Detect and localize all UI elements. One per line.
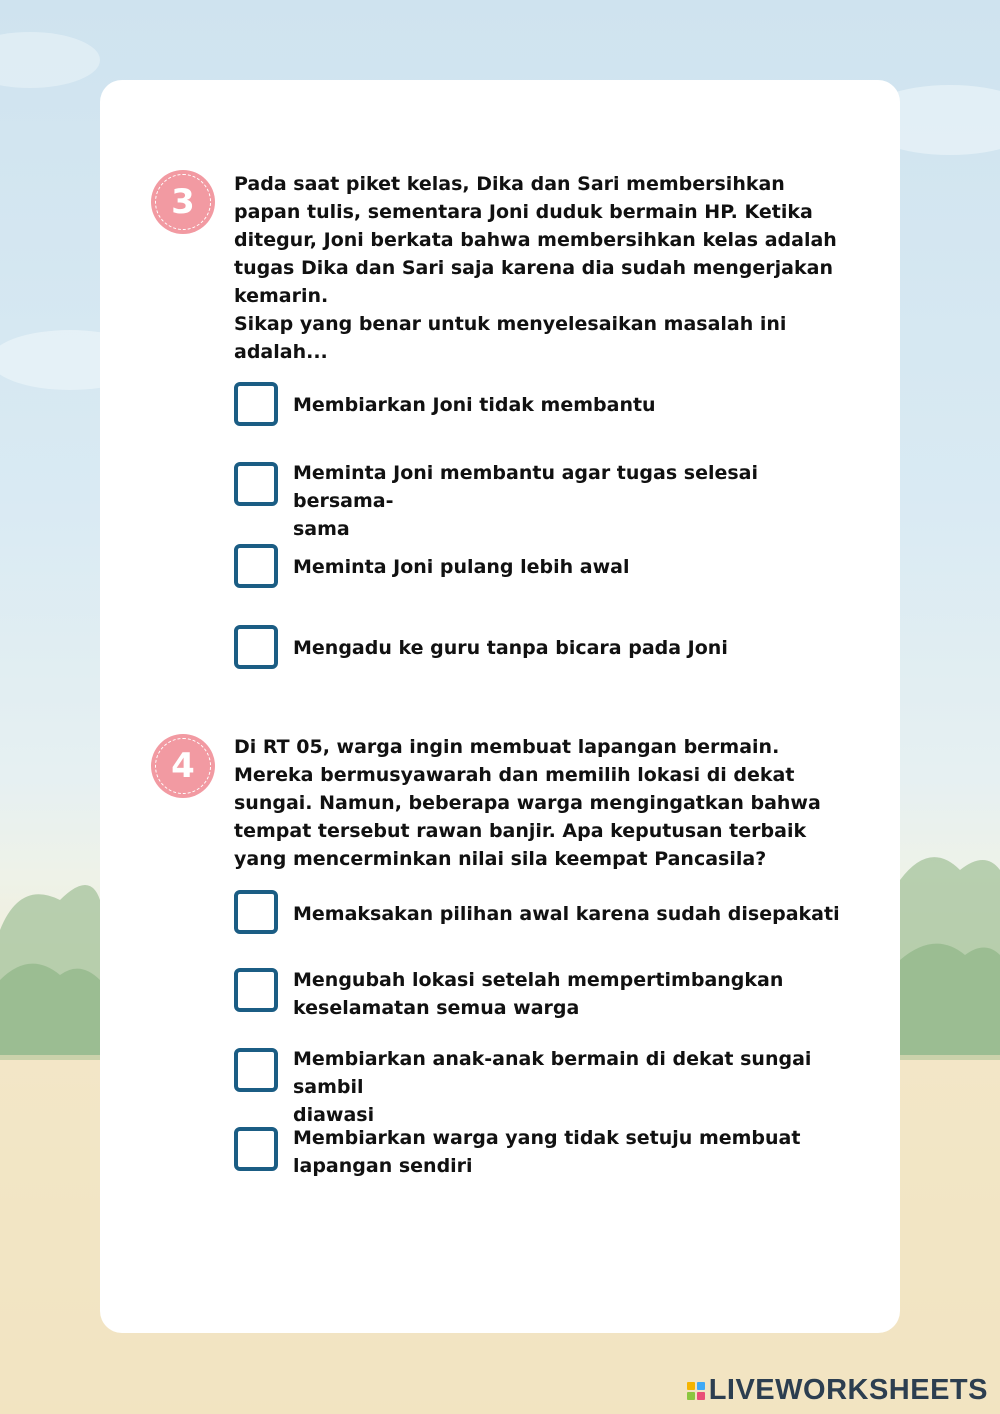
answer-option[interactable] — [234, 462, 864, 540]
question-text: Di RT 05, warga ingin membuat lapangan bermain. Mereka bermusyawarah dan memilih lokasi di dekat sungai. Namun, beberapa warga mengingatkan bahwa tempat tersebut rawan banjir. Apa keputusan terbaik yang mencerminkan nilai sila keempat Pancasila? — [234, 736, 821, 870]
logo-square — [687, 1392, 695, 1400]
answer-option[interactable] — [234, 625, 864, 675]
answer-option[interactable] — [234, 968, 864, 1024]
answer-option-label: Membiarkan Joni tidak membantu — [293, 394, 656, 416]
answer-option-label: Mengadu ke guru tanpa bicara pada Joni — [293, 637, 728, 659]
answer-checkbox[interactable] — [234, 1048, 278, 1092]
question-number-badge — [151, 734, 215, 798]
answer-option-label: Meminta Joni pulang lebih awal — [293, 556, 630, 578]
answer-checkbox[interactable] — [234, 890, 278, 934]
liveworksheets-logo-icon — [687, 1382, 705, 1400]
answer-option-label: Membiarkan anak-anak bermain di dekat sungai sambil diawasi — [293, 1048, 812, 1126]
answer-option[interactable] — [234, 890, 864, 940]
answer-option-label: Memaksakan pilihan awal karena sudah disepakati — [293, 903, 840, 925]
logo-square — [697, 1382, 705, 1390]
answer-option-label: Meminta Joni membantu agar tugas selesai bersama- sama — [293, 462, 758, 540]
question-number: 3 — [171, 182, 195, 222]
answer-checkbox[interactable] — [234, 1127, 278, 1171]
answer-option[interactable] — [234, 1127, 864, 1183]
logo-square — [687, 1382, 695, 1390]
logo-square — [697, 1392, 705, 1400]
answer-checkbox[interactable] — [234, 968, 278, 1012]
brand-name: LIVEWORKSHEETS — [708, 1374, 988, 1406]
answer-checkbox[interactable] — [234, 462, 278, 506]
answer-option[interactable] — [234, 544, 864, 594]
answer-checkbox[interactable] — [234, 544, 278, 588]
answer-option[interactable] — [234, 382, 864, 432]
question-number: 4 — [171, 746, 195, 786]
answer-checkbox[interactable] — [234, 382, 278, 426]
question-number-badge — [151, 170, 215, 234]
answer-option[interactable] — [234, 1048, 864, 1126]
answer-option-label: Membiarkan warga yang tidak setuju membuat lapangan sendiri — [293, 1127, 801, 1177]
liveworksheets-brand — [687, 1374, 988, 1407]
answer-checkbox[interactable] — [234, 625, 278, 669]
question-text: Pada saat piket kelas, Dika dan Sari membersihkan papan tulis, sementara Joni duduk bermain HP. Ketika ditegur, Joni berkata bahwa membersihkan kelas adalah tugas Dika dan Sari saja karena dia sudah mengerjakan kemarin. Sikap yang benar untuk menyelesaikan masalah ini adalah... — [234, 173, 837, 363]
answer-option-label: Mengubah lokasi setelah mempertimbangkan keselamatan semua warga — [293, 969, 784, 1019]
